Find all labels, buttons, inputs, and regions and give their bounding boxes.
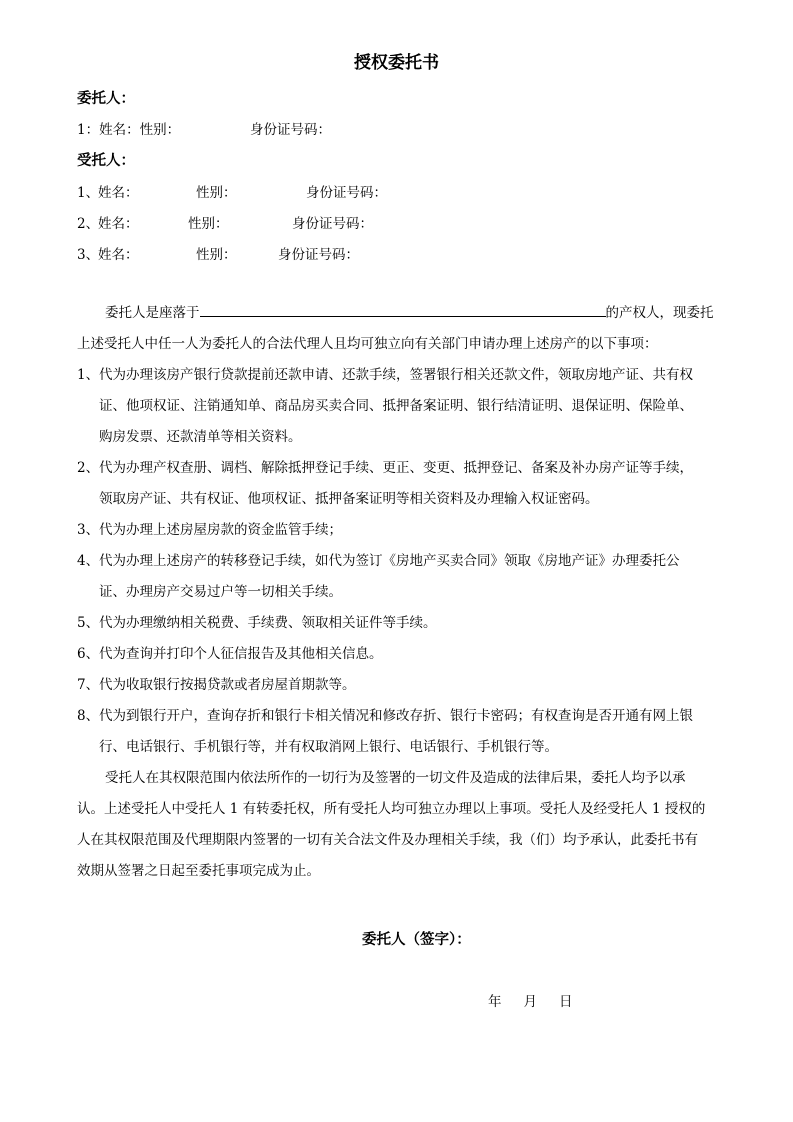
month-label: 月 bbox=[523, 994, 537, 1010]
item-number: 8、 bbox=[77, 708, 100, 724]
principal-row bbox=[77, 118, 180, 138]
gender-label: 性别： bbox=[139, 122, 181, 138]
closing-line: 人在其权限范围及代理期限内签署的一切有关合法文件及办理相关手续，我（们）均予承认，此委托书有 bbox=[77, 832, 698, 848]
item-number: 5、 bbox=[77, 615, 100, 631]
row-number: 1： bbox=[77, 122, 100, 138]
item-text-line: 代为办理上述房屋房款的资金监管手续； bbox=[99, 522, 342, 538]
item-text-line: 代为办理缴纳相关税费、手续费、领取相关证件等手续。 bbox=[99, 615, 437, 631]
item-text-line: 代为办理产权查册、调档、解除抵押登记手续、更正、变更、抵押登记、备案及补办房产证等手续， bbox=[99, 460, 693, 476]
item-text-line: 领取房产证、共有权证、他项权证、抵押备案证明等相关资料及办理输入权证密码。 bbox=[99, 491, 599, 507]
document-title: 授权委托书 bbox=[354, 53, 439, 73]
agent-row-number: 1、 bbox=[77, 185, 100, 201]
item-number: 7、 bbox=[77, 677, 100, 693]
year-label: 年 bbox=[488, 994, 502, 1010]
item-number: 2、 bbox=[77, 460, 100, 476]
intro-before: 委托人是座落于 bbox=[105, 305, 200, 321]
item-text-line: 证、他项权证、注销通知单、商品房买卖合同、抵押备案证明、银行结清证明、退保证明、保险单、 bbox=[99, 398, 693, 414]
date-line bbox=[488, 990, 573, 1010]
item-text-line: 代为到银行开户，查询存折和银行卡相关情况和修改存折、银行卡密码；有权查询是否开通有网上银 bbox=[99, 708, 693, 724]
intro-after: 的产权人，现委托 bbox=[605, 305, 714, 321]
agent-gender-label: 性别： bbox=[196, 185, 237, 201]
item-number: 4、 bbox=[77, 553, 100, 569]
agent-row-number: 3、 bbox=[77, 247, 100, 263]
address-blank-line bbox=[200, 301, 606, 317]
item-text-line: 购房发票、还款清单等相关资料。 bbox=[99, 429, 302, 445]
item-text-line: 代为查询并打印个人征信报告及其他相关信息。 bbox=[99, 646, 383, 662]
intro-line-1 bbox=[105, 298, 714, 329]
day-label: 日 bbox=[559, 994, 573, 1010]
signature-label: 委托人（签字）： bbox=[362, 931, 471, 948]
agent-gender-label: 性别： bbox=[196, 247, 237, 263]
agent-id-label: 身份证号码： bbox=[278, 247, 359, 263]
name-label: 姓名： bbox=[99, 122, 140, 138]
item-text-line: 证、办理房产交易过户等一切相关手续。 bbox=[99, 584, 342, 600]
closing-line: 认。上述受托人中受托人 1 有转委托权，所有受托人均可独立办理以上事项。受托人及经受托人 1 授权的 bbox=[77, 801, 706, 817]
agent-name-label: 姓名： bbox=[98, 216, 139, 232]
agents-heading: 受托人： bbox=[77, 152, 135, 169]
intro-line-2: 上述受托人中任一人为委托人的合法代理人且均可独立向有关部门申请办理上述房产的以下事项： bbox=[77, 336, 658, 352]
agent-name-label: 姓名： bbox=[98, 247, 139, 263]
agent-gender-label: 性别： bbox=[188, 216, 229, 232]
agent-id-label: 身份证号码： bbox=[292, 216, 373, 232]
principal-heading: 委托人： bbox=[77, 90, 135, 107]
item-number: 1、 bbox=[77, 367, 100, 383]
agent-row-number: 2、 bbox=[77, 216, 100, 232]
item-text-line: 代为办理上述房产的转移登记手续，如代为签订《房地产买卖合同》领取《房地产证》办理委托公 bbox=[99, 553, 680, 569]
agent-name-label: 姓名： bbox=[98, 185, 139, 201]
closing-line: 效期从签署之日起至委托事项完成为止。 bbox=[77, 863, 320, 879]
closing-line: 受托人在其权限范围内依法所作的一切行为及签署的一切文件及造成的法律后果，委托人均予以承 bbox=[105, 770, 686, 786]
agent-id-label: 身份证号码： bbox=[306, 185, 387, 201]
item-text-line: 行、电话银行、手机银行等，并有权取消网上银行、电话银行、手机银行等。 bbox=[99, 739, 558, 755]
item-text-line: 代为办理该房产银行贷款提前还款申请、还款手续，签署银行相关还款文件，领取房地产证、共有权 bbox=[99, 367, 693, 383]
item-number: 6、 bbox=[77, 646, 100, 662]
item-number: 3、 bbox=[77, 522, 100, 538]
id-label: 身份证号码： bbox=[250, 122, 331, 138]
item-text-line: 代为收取银行按揭贷款或者房屋首期款等。 bbox=[99, 677, 356, 693]
